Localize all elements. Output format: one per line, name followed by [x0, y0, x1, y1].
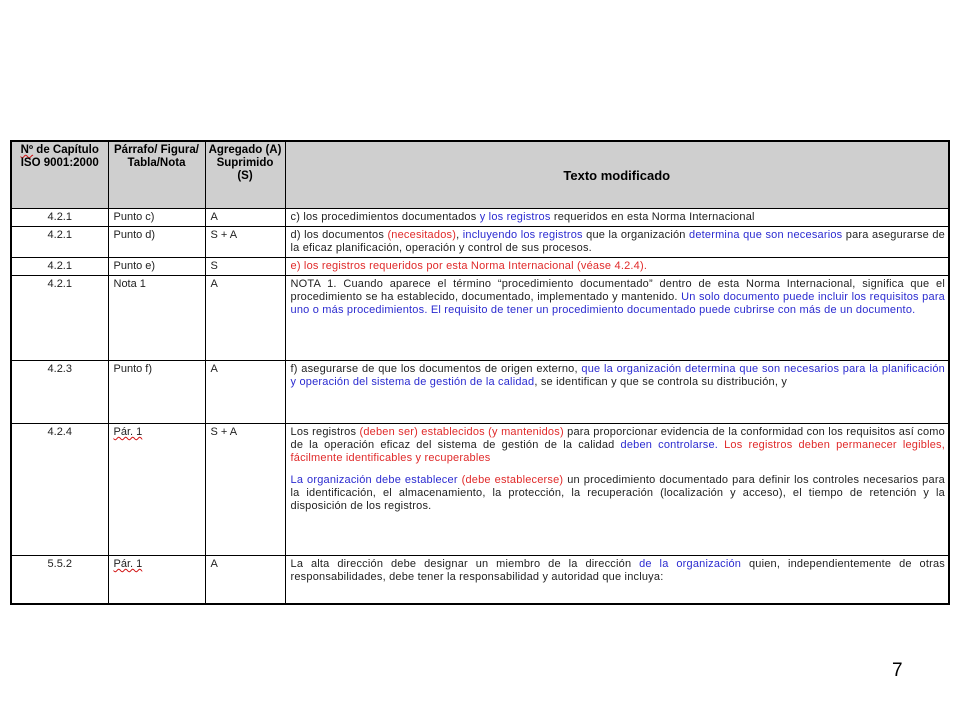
text-segment: d) los documentos — [290, 229, 388, 241]
chapter-cell-value: 4.2.4 — [47, 426, 72, 438]
chapter-cell — [11, 361, 108, 424]
text-cell — [285, 258, 949, 276]
text-paragraph — [291, 211, 946, 224]
paragraph-cell — [108, 276, 205, 361]
added-text: que la organización determina que son necesarios para la planificación y operación del sistema de gestión de la calidad — [290, 363, 945, 388]
action-cell-value: S + A — [210, 229, 238, 241]
header-row — [11, 141, 949, 209]
added-text: incluyendo los registros — [462, 229, 583, 241]
text-segment: c) los procedimientos documentados — [290, 211, 480, 223]
table-body — [11, 209, 949, 604]
added-text: deben controlarse. — [620, 439, 719, 451]
header-text: Texto modificado — [285, 141, 949, 209]
chapter-cell — [11, 258, 108, 276]
chapter-cell — [11, 276, 108, 361]
header-paragraph: Párrafo/ Figura/ Tabla/Nota — [108, 141, 205, 209]
text-paragraph — [291, 474, 946, 513]
text-cell — [285, 361, 949, 424]
text-segment: para proporcionar evidencia de la conformidad con los requisitos así como de la operación eficaz del sistema de gestión de la calidad — [290, 426, 945, 451]
text-paragraph — [291, 278, 946, 317]
text-segment: que la organización — [582, 229, 689, 241]
chapter-cell — [11, 424, 108, 556]
table-row — [11, 424, 949, 556]
paragraph-cell-value: Pár. 1 — [113, 558, 143, 570]
chapter-cell-value: 4.2.1 — [47, 211, 72, 223]
added-text: de la organización — [639, 558, 742, 570]
text-paragraph — [291, 426, 946, 465]
deleted-text: (deben ser) establecidos (y mantenidos) — [359, 426, 564, 438]
text-paragraph — [291, 363, 946, 389]
text-cell — [285, 424, 949, 556]
header-chapter-rest: de Capítulo ISO 9001:2000 — [20, 144, 99, 169]
action-cell-value: S + A — [210, 426, 238, 438]
text-paragraph — [291, 260, 946, 273]
paragraph-cell — [108, 556, 205, 604]
table-row — [11, 227, 949, 258]
text-segment: f) asegurarse de que los documentos de origen externo, — [290, 363, 582, 375]
header-chapter-prefix: Nº — [20, 144, 34, 156]
paragraph-cell — [108, 209, 205, 227]
action-cell — [205, 556, 285, 604]
text-segment: un procedimiento documentado para definir los controles necesarios para la identificación, el almacenamiento, la protección, la recuperación (localización y acceso), el tiempo de retención y la disposición de los registros. — [290, 474, 946, 512]
chapter-cell — [11, 209, 108, 227]
text-segment: Los registros — [290, 426, 360, 438]
text-segment: NOTA 1. Cuando aparece el término “procedimiento documentado” dentro de esta Norma Internacional, significa que el procedimiento se ha establecido, documentado, implementado y mantenido. — [290, 278, 945, 303]
paragraph-cell-value: Punto d) — [113, 229, 156, 241]
deleted-text: (debe establecerse) — [461, 474, 564, 486]
text-segment: quien, independientemente de otras responsabilidades, debe tener la responsabilidad y autoridad que incluya: — [290, 558, 945, 583]
paragraph-cell-value: Pár. 1 — [113, 426, 143, 438]
action-cell — [205, 424, 285, 556]
action-cell-value: A — [210, 363, 218, 375]
text-cell — [285, 209, 949, 227]
text-paragraph — [291, 558, 946, 584]
modifications-table — [10, 140, 950, 605]
action-cell — [205, 361, 285, 424]
chapter-cell-value: 4.2.3 — [47, 363, 72, 375]
header-action: Agregado (A) Suprimido (S) — [205, 141, 285, 209]
text-segment: , se identifican y que se controla su distribución, y — [534, 376, 788, 388]
page-number: 7 — [892, 660, 903, 681]
paragraph-cell-value: Punto f) — [113, 363, 153, 375]
text-segment: La alta dirección debe designar un miembro de la dirección — [290, 558, 640, 570]
text-paragraph — [291, 229, 946, 255]
added-text: Un solo documento puede incluir los requisitos para uno o más procedimientos. El requisito de tener un procedimiento documentado puede cubrirse con más de un documento. — [290, 291, 946, 316]
paragraph-cell-value: Punto e) — [113, 260, 156, 272]
chapter-cell-value: 4.2.1 — [47, 229, 72, 241]
paragraph-cell-value: Punto c) — [113, 211, 155, 223]
action-cell — [205, 209, 285, 227]
action-cell-value: A — [210, 211, 218, 223]
text-segment: , — [456, 229, 463, 241]
text-cell — [285, 276, 949, 361]
paragraph-cell — [108, 258, 205, 276]
action-cell-value: A — [210, 278, 218, 290]
paragraph-cell-value: Nota 1 — [113, 278, 146, 290]
added-text: La organización debe establecer — [290, 474, 458, 486]
text-segment: para asegurarse de la eficaz planificación, operación y control de sus procesos. — [290, 229, 946, 254]
text-segment: requeridos en esta Norma Internacional — [550, 211, 755, 223]
table-row — [11, 276, 949, 361]
paragraph-cell — [108, 424, 205, 556]
chapter-cell-value: 4.2.1 — [47, 278, 72, 290]
table-row — [11, 258, 949, 276]
added-text: determina que son necesarios — [689, 229, 843, 241]
action-cell-value: S — [210, 260, 218, 272]
paragraph-cell — [108, 361, 205, 424]
table-row — [11, 361, 949, 424]
deleted-text: Los registros deben permanecer legibles, fácilmente identificables y recuperables — [290, 439, 945, 464]
action-cell — [205, 276, 285, 361]
paragraph-cell — [108, 227, 205, 258]
action-cell-value: A — [210, 558, 218, 570]
table-row — [11, 556, 949, 604]
chapter-cell-value: 5.5.2 — [47, 558, 72, 570]
chapter-cell — [11, 227, 108, 258]
chapter-cell-value: 4.2.1 — [47, 260, 72, 272]
table-row — [11, 209, 949, 227]
action-cell — [205, 227, 285, 258]
chapter-cell — [11, 556, 108, 604]
deleted-text: (necesitados) — [387, 229, 457, 241]
header-chapter — [11, 141, 108, 209]
text-cell — [285, 556, 949, 604]
action-cell — [205, 258, 285, 276]
deleted-text: e) los registros requeridos por esta Norma Internacional (véase 4.2.4). — [290, 260, 648, 272]
added-text: y los registros — [479, 211, 551, 223]
text-cell — [285, 227, 949, 258]
